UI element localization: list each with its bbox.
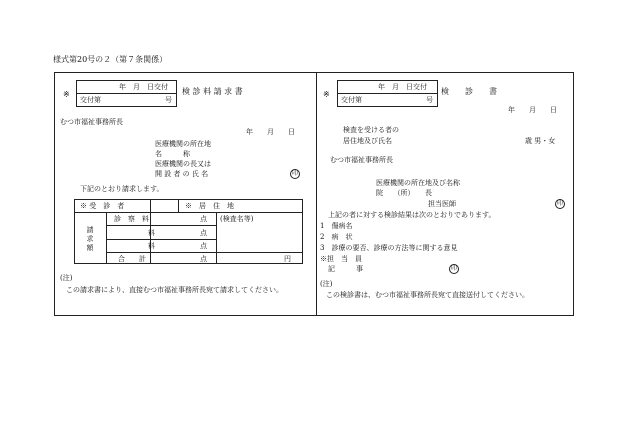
right-note-text: この検診書は、むつ市福祉事務所長宛て直接送付してください。 — [326, 291, 529, 299]
right-office-use-mark: ※ — [323, 90, 330, 99]
form-center-divider — [316, 72, 317, 316]
left-document-title: 検 診 料 請 求 書 — [182, 87, 243, 96]
form-frame — [54, 72, 574, 316]
left-issue-no-label: 交付第 — [80, 96, 101, 104]
right-item-2: 2 病 状 — [320, 233, 353, 241]
left-patient-label: ※ 受 診 者 — [80, 202, 125, 210]
right-issue-no-go: 号 — [426, 96, 433, 104]
left-table-vline-1 — [106, 212, 107, 264]
left-point-3: 点 — [200, 242, 207, 250]
left-fee-label-3: 料 — [148, 242, 155, 250]
left-director-line1: 医療機関の長又は — [155, 160, 211, 168]
left-point-1: 点 — [200, 215, 207, 223]
right-clinic-line: 医療機関の所在地及び名称 — [376, 179, 460, 187]
left-director-line2: 開 設 者 の 氏 名 — [155, 170, 209, 178]
right-issue-box-divider — [337, 93, 438, 94]
left-table-hline-2 — [106, 225, 216, 226]
left-residence-label: ※ 居 住 地 — [185, 202, 234, 210]
right-staff-seal-mark: 印 — [450, 265, 457, 272]
left-note-text: この請求書により、直接むつ市福祉事務所長宛て請求してください。 — [66, 286, 283, 294]
left-table-vline-4 — [216, 212, 217, 264]
right-issue-date: 年 月 日交付 — [378, 83, 427, 91]
left-point-total: 点 — [200, 255, 207, 263]
left-office-use-mark: ※ — [63, 90, 70, 99]
right-item-1: 1 傷病名 — [320, 222, 353, 230]
left-table-hline-1 — [74, 212, 303, 213]
right-note-head: (注) — [320, 280, 333, 288]
right-addressee: むつ市福祉事務所長 — [330, 156, 393, 164]
right-document-title: 検 診 書 — [441, 87, 497, 96]
left-claim-label: 請求額 — [86, 226, 94, 252]
left-addressee: むつ市福祉事務所長 — [60, 118, 123, 126]
left-issue-box-divider — [76, 93, 177, 94]
right-date: 年 月 日 — [508, 106, 557, 114]
right-doctor-line: 担当医師 — [428, 200, 456, 208]
right-subject-line2: 居住地及び氏名 — [343, 137, 392, 145]
right-record-label: 記 事 — [328, 265, 363, 273]
right-staff-label: ※担 当 員 — [320, 255, 362, 263]
left-table-hline-3 — [106, 239, 216, 240]
right-seal-mark: 印 — [556, 200, 563, 207]
right-item-3: 3 診療の要否、診療の方法等に関する意見 — [320, 244, 458, 252]
left-seal-mark: 印 — [291, 170, 298, 177]
left-date: 年 月 日 — [246, 128, 295, 136]
left-clinic-location: 医療機関の所在地 — [155, 140, 211, 148]
left-fee-label-1: 診 察 料 — [114, 215, 149, 223]
right-subject-line1: 検査を受ける者の — [343, 126, 399, 134]
left-request-text: 下記のとおり請求します。 — [80, 185, 164, 193]
form-number: 様式第20号の２（第７条関係） — [53, 55, 168, 64]
left-clinic-name: 名 称 — [155, 150, 190, 158]
left-issue-no-go: 号 — [165, 96, 172, 104]
left-fee-label-2: 料 — [148, 229, 155, 237]
left-exam-name-label: (検査名等) — [220, 215, 254, 223]
left-table-vline-3 — [178, 199, 179, 213]
left-point-2: 点 — [200, 229, 207, 237]
left-total-label: 合 計 — [118, 255, 146, 263]
right-hospital-line: 院 （所） 長 — [376, 189, 432, 197]
left-note-head: (注) — [60, 274, 73, 282]
left-table-hline-4 — [106, 252, 303, 253]
left-issue-date: 年 月 日交付 — [119, 83, 168, 91]
left-yen: 円 — [284, 255, 291, 263]
right-issue-no-label: 交付第 — [341, 96, 362, 104]
right-age-sex: 歳 男・女 — [525, 137, 556, 145]
right-result-text: 上記の者に対する検診結果は次のとおりであります。 — [328, 211, 496, 219]
